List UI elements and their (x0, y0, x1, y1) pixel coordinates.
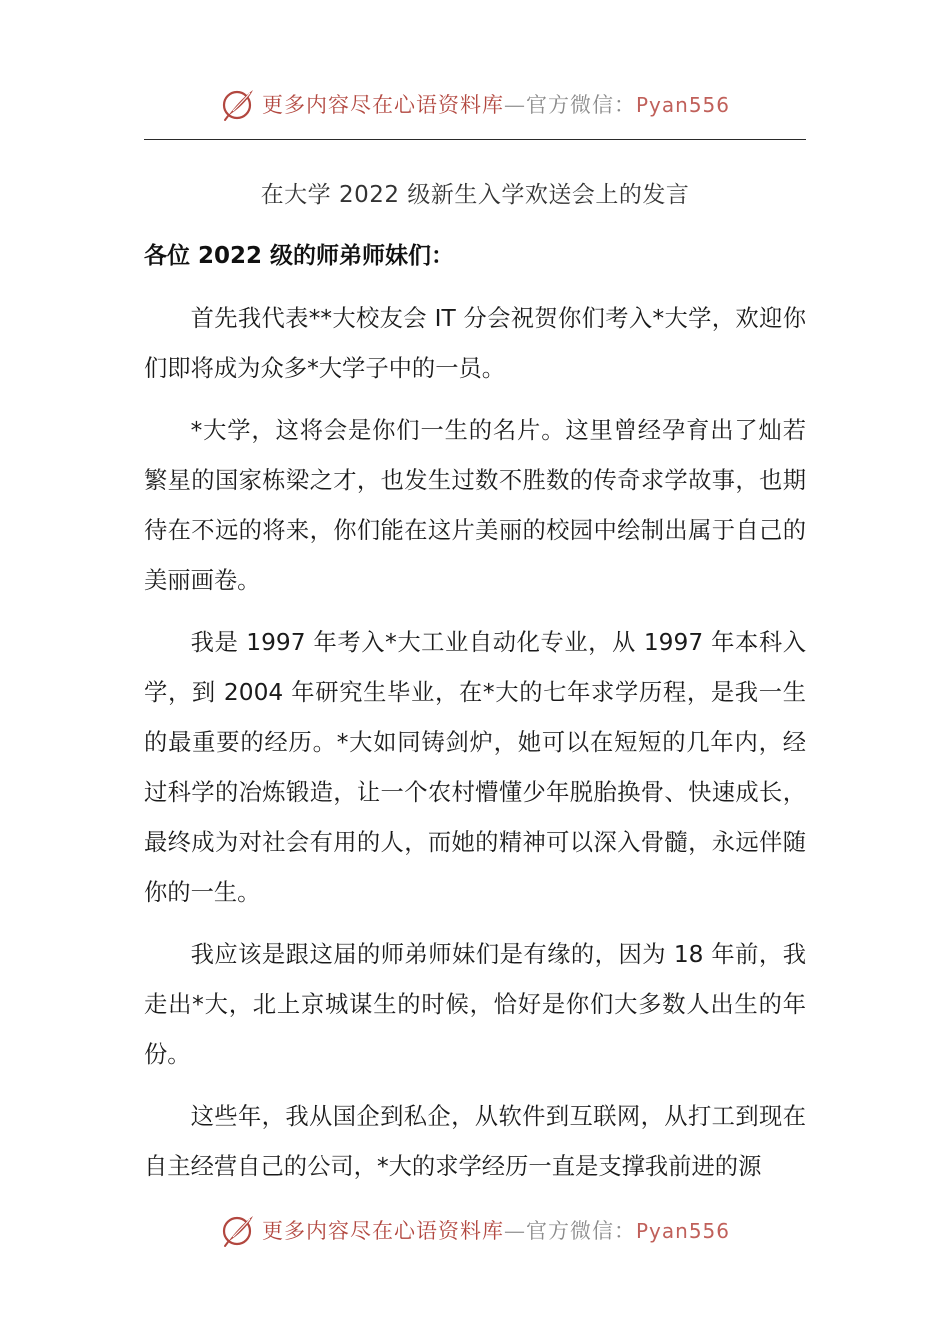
paragraph: 我应该是跟这届的师弟师妹们是有缘的，因为 18 年前，我走出*大，北上京城谋生的时候，恰好是你们大多数人出生的年份。 (144, 941, 806, 1068)
banner-official-label: 官方微信： (525, 1219, 636, 1243)
quill-pen-logo-icon (220, 1212, 256, 1248)
document-body (144, 294, 806, 1204)
banner-site-name: 更多内容尽在心语资料库 (261, 1219, 504, 1243)
banner-wechat-id: Pyan556 (635, 1219, 730, 1243)
banner-official-label: 官方微信： (525, 93, 636, 117)
paragraph: 我是 1997 年考入*大工业自动化专业，从 1997 年本科入学，到 2004 年研究生毕业，在*大的七年求学历程，是我一生的最重要的经历。*大如同铸剑炉，她可以在短短的几年内，经过科学的冶炼锻造，让一个农村懵懂少年脱胎换骨、快速成长，最终成为对社会有用的人，而她的精神可以深入骨髓，永远伴随你的一生。 (144, 629, 806, 906)
banner-line (262, 1215, 730, 1245)
banner-wechat-id: Pyan556 (635, 93, 730, 117)
banner-line (262, 89, 730, 119)
banner-separator: — (503, 93, 526, 117)
document-title: 在大学 2022 级新生入学欢送会上的发言 (260, 182, 690, 208)
banner-separator: — (503, 1219, 526, 1243)
banner-site-name: 更多内容尽在心语资料库 (261, 93, 504, 117)
header-divider (144, 139, 806, 140)
paragraph: 这些年，我从国企到私企，从软件到互联网，从打工到现在自主经营自己的公司，*大的求学经历一直是支撑我前进的源 (144, 1103, 806, 1180)
footer-banner[interactable] (0, 1208, 950, 1252)
header-banner[interactable] (0, 82, 950, 126)
quill-pen-logo-icon (220, 86, 256, 122)
paragraph: *大学，这将会是你们一生的名片。这里曾经孕育出了灿若繁星的国家栋梁之才，也发生过数不胜数的传奇求学故事，也期待在不远的将来，你们能在这片美丽的校园中绘制出属于自己的美丽画卷。 (144, 417, 806, 594)
paragraph: 首先我代表**大校友会 IT 分会祝贺你们考入*大学，欢迎你们即将成为众多*大学子中的一员。 (144, 305, 806, 382)
salutation: 各位 2022 级的师弟师妹们： (144, 243, 455, 269)
